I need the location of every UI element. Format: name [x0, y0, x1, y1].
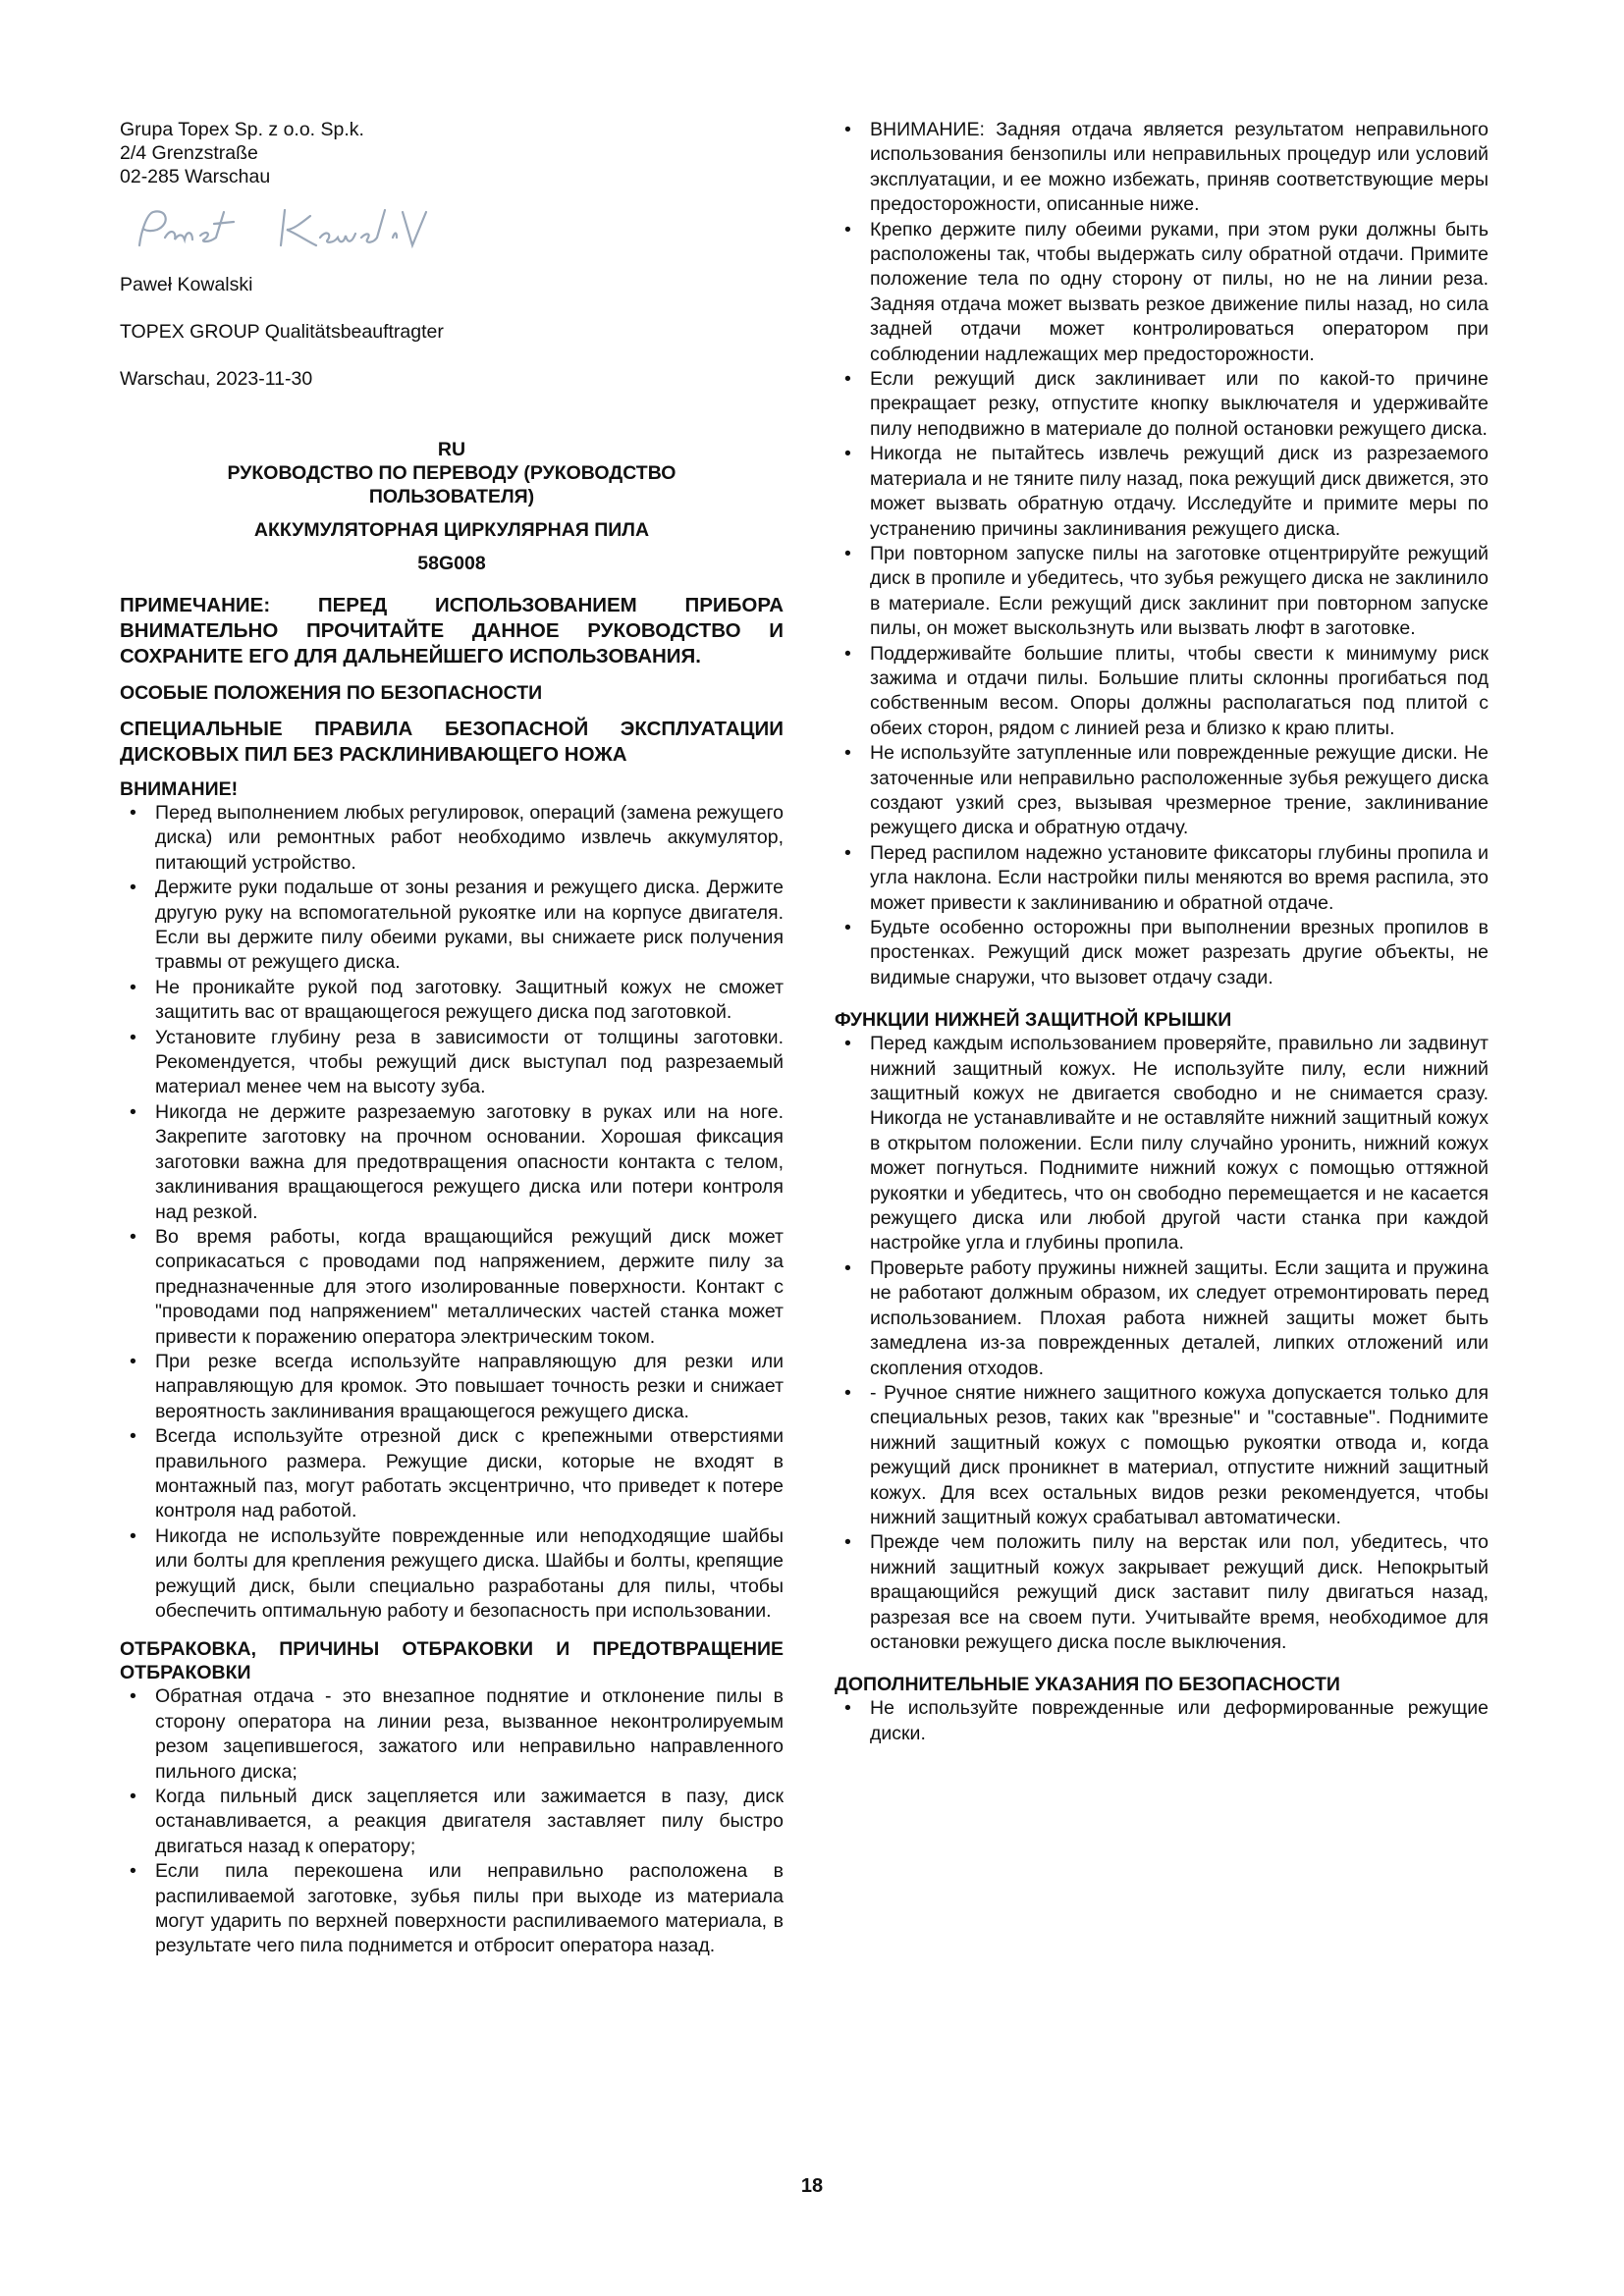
kickback-list	[120, 1684, 784, 1958]
additional-list	[835, 1696, 1489, 1746]
company-city: 02-285 Warschau	[120, 166, 271, 187]
note-heading: ПРИМЕЧАНИЕ: ПЕРЕД ИСПОЛЬЗОВАНИЕМ ПРИБОРА ВНИМАТЕЛЬНО ПРОЧИТАЙТЕ ДАННОЕ РУКОВОДСТВО И СОХРАНИТЕ ЕГО ДЛЯ ДАЛЬНЕЙШЕГО ИСПОЛЬЗОВАНИЯ.	[120, 594, 784, 667]
manual-title: РУКОВОДСТВО ПО ПЕРЕВОДУ (РУКОВОДСТВО ПОЛЬЗОВАТЕЛЯ)	[227, 462, 677, 507]
list-item: • Будьте особенно осторожны при выполнении врезных пропилов в простенках. Режущий диск может разрезать другие объекты, не видимые снаружи, что вызовет отдачу сзади.	[835, 916, 1489, 990]
right-column	[835, 118, 1489, 1746]
list-item: • Перед распилом надежно установите фиксаторы глубины пропила и угла наклона. Если настройки пилы меняются во время распила, это может привести к заклиниванию и обратной отдаче.	[835, 841, 1489, 916]
list-item: • - Ручное снятие нижнего защитного кожуха допускается только для специальных резов, таких как "врезные" и "составные". Поднимите нижний защитный кожух с помощью рукоятки отвода и, когда режущий диск проникнет в материал, отпустите нижний защитный кожух. Для всех остальных видов резки рекомендуется, чтобы нижний защитный кожух срабатывал автоматически.	[835, 1381, 1489, 1530]
list-item: • Никогда не держите разрезаемую заготовку в руках или на ноге. Закрепите заготовку на прочном основании. Хорошая фиксация заготовки важна для предотвращения опасности контакта с телом, заклинивания вращающегося режущего диска или потери контроля над резкой.	[120, 1100, 784, 1225]
list-item: • Перед выполнением любых регулировок, операций (замена режущего диска) или ремонтных работ необходимо извлечь аккумулятор, питающий устройство.	[120, 801, 784, 876]
signature	[128, 194, 784, 265]
warning-list	[120, 801, 784, 1624]
list-item: • Проверьте работу пружины нижней защиты. Если защита и пружина не работают должным образом, их следует отремонтировать перед использованием. Плохая работа нижней защиты может быть замедлена из-за поврежденных деталей, липких отложений или скопления отходов.	[835, 1256, 1489, 1381]
list-item: • Во время работы, когда вращающийся режущий диск может соприкасаться с проводами под напряжением, держите пилу за предназначенные для этого изолированные поверхности. Контакт с "проводами под напряжением" металлических частей станка может привести к поражению оператора электрическим током.	[120, 1225, 784, 1350]
list-item: • Установите глубину реза в зависимости от толщины заготовки. Рекомендуется, чтобы режущий диск выступал под разрезаемый материал менее чем на высоту зуба.	[120, 1026, 784, 1100]
list-item: • Держите руки подальше от зоны резания и режущего диска. Держите другую руку на вспомогательной рукоятке или на корпусе двигателя. Если вы держите пилу обеими руками, вы снижаете риск получения травмы от режущего диска.	[120, 876, 784, 976]
signatory-name: Paweł Kowalski	[120, 274, 253, 295]
list-item: • При повторном запуске пилы на заготовке отцентрируйте режущий диск в пропиле и убедитесь, что зубья режущего диска не заклинило в материале. Если режущий диск заклинит при повторном запуске пилы, он может выскользнуть или вызвать люфт в заготовке.	[835, 542, 1489, 642]
list-item: • ВНИМАНИЕ: Задняя отдача является результатом неправильного использования бензопилы или неправильных процедур или условий эксплуатации, и ее можно избежать, приняв соответствующие меры предосторожности, описанные ниже.	[835, 118, 1489, 218]
list-item: • Не используйте затупленные или поврежденные режущие диски. Не заточенные или неправильно расположенные зубья режущего диска создают узкий срез, вызывая чрезмерное трение, заклинивание режущего диска и обратную отдачу.	[835, 741, 1489, 841]
additional-heading: ДОПОЛНИТЕЛЬНЫЕ УКАЗАНИЯ ПО БЕЗОПАСНОСТИ	[835, 1674, 1340, 1696]
list-item: • Если пила перекошена или неправильно расположена в распиливаемой заготовке, зубья пилы при выходе из материала могут ударить по верхней поверхности распиливаемого материала, в результате чего пила поднимется и отбросит оператора назад.	[120, 1859, 784, 1959]
list-item: • Обратная отдача - это внезапное поднятие и отклонение пилы в сторону оператора на линии реза, вызванное неконтролируемым резом зацепившегося, зажатого или неправильно направленного пильного диска;	[120, 1684, 784, 1785]
list-item: • Никогда не используйте поврежденные или неподходящие шайбы или болты для крепления режущего диска. Шайбы и болты, крепящие режущий диск, были специально разработаны для пилы, чтобы обеспечить оптимальную работу и безопасность при использовании.	[120, 1524, 784, 1625]
language-code: RU	[437, 439, 466, 460]
list-item: • Никогда не пытайтесь извлечь режущий диск из разрезаемого материала и не тяните пилу назад, пока режущий диск движется, это может вызвать обратную отдачу. Исследуйте и примите меры по устранению причины заклинивания режущего диска.	[835, 442, 1489, 542]
list-item: • Перед каждым использованием проверяйте, правильно ли задвинут нижний защитный кожух. Не используйте пилу, если нижний защитный кожух не двигается свободно и не снимается сразу. Никогда не устанавливайте и не оставляйте нижний защитный кожух в открытом положении. Если пилу случайно уронить, нижний кожух может погнуться. Поднимите нижний кожух с помощью оттяжной рукоятки и убедитесь, что он свободно перемещается и не касается режущего диска или любой другой части станка при каждой настройке угла и глубины пропила.	[835, 1032, 1489, 1256]
signatory-role: TOPEX GROUP Qualitätsbeauftragter	[120, 321, 444, 343]
company-street: 2/4 Grenzstraße	[120, 142, 258, 164]
guard-list	[835, 1032, 1489, 1655]
model-number: 58G008	[417, 553, 486, 574]
guard-heading: ФУНКЦИИ НИЖНЕЙ ЗАЩИТНОЙ КРЫШКИ	[835, 1009, 1232, 1032]
warning-heading: ВНИМАНИЕ!	[120, 778, 239, 800]
rules-heading: СПЕЦИАЛЬНЫЕ ПРАВИЛА БЕЗОПАСНОЙ ЭКСПЛУАТАЦИИ ДИСКОВЫХ ПИЛ БЕЗ РАСКЛИНИВАЮЩЕГО НОЖА	[120, 718, 784, 766]
page-number: 18	[800, 2175, 824, 2197]
list-item: • Не проникайте рукой под заготовку. Защитный кожух не сможет защитить вас от вращающегося режущего диска под заготовкой.	[120, 976, 784, 1026]
kickback-heading: ОТБРАКОВКА, ПРИЧИНЫ ОТБРАКОВКИ И ПРЕДОТВРАЩЕНИЕ ОТБРАКОВКИ	[120, 1638, 784, 1684]
special-heading: ОСОБЫЕ ПОЛОЖЕНИЯ ПО БЕЗОПАСНОСТИ	[120, 682, 543, 704]
list-item: • Не используйте поврежденные или деформированные режущие диски.	[835, 1696, 1489, 1746]
product-name: АККУМУЛЯТОРНАЯ ЦИРКУЛЯРНАЯ ПИЛА	[253, 519, 650, 541]
list-item: • Прежде чем положить пилу на верстак или пол, убедитесь, что нижний защитный кожух закрывает режущий диск. Непокрытый вращающийся режущий диск заставит пилу двигаться назад, разрезая все на своем пути. Учитывайте время, необходимое для остановки режущего диска после выключения.	[835, 1530, 1489, 1655]
list-item: • Всегда используйте отрезной диск с крепежными отверстиями правильного размера. Режущие диски, которые не входят в монтажный паз, могут работать эксцентрично, что приведет к потере контроля над работой.	[120, 1424, 784, 1524]
list-item: • Если режущий диск заклинивает или по какой-то причине прекращает резку, отпустите кнопку выключателя и удерживайте пилу неподвижно в материале до полной остановки режущего диска.	[835, 367, 1489, 442]
kickback-list-continued	[835, 118, 1489, 990]
list-item: • Поддерживайте большие плиты, чтобы свести к минимуму риск зажима и отдачи пилы. Большие плиты склонны прогибаться под собственным весом. Опоры должны располагаться под плитой с обеих сторон, рядом с линией реза и близко к краю плиты.	[835, 642, 1489, 742]
list-item: • При резке всегда используйте направляющую для резки или направляющую для кромок. Это повышает точность резки и снижает вероятность заклинивания вращающегося режущего диска.	[120, 1350, 784, 1424]
list-item: • Крепко держите пилу обеими руками, при этом руки должны быть расположены так, чтобы выдержать силу обратной отдачи. Примите положение тела по одну сторону от пилы, но не на линии реза. Задняя отдача может вызвать резкое движение пилы назад, но сила задней отдачи может контролироваться оператором при соблюдении надлежащих мер предосторожности.	[835, 218, 1489, 367]
place-date: Warschau, 2023-11-30	[120, 368, 313, 390]
company-name: Grupa Topex Sp. z o.o. Sp.k.	[120, 119, 364, 140]
list-item: • Когда пильный диск зацепляется или зажимается в пазу, диск останавливается, а реакция двигателя заставляет пилу быстро двигаться назад к оператору;	[120, 1785, 784, 1859]
signature-image	[128, 194, 481, 265]
left-column	[120, 118, 784, 1959]
